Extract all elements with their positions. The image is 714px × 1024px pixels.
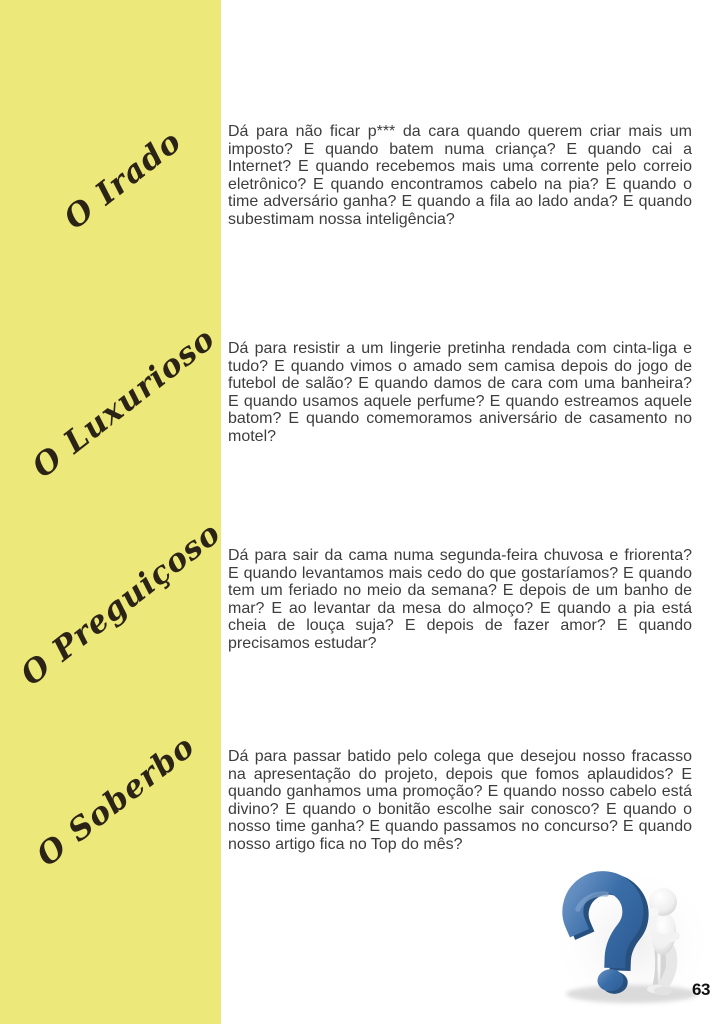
page-number: 63 — [692, 980, 710, 999]
sidebar-label-irado: O Irado — [57, 123, 189, 237]
paragraph-luxurioso: Dá para resistir a um lingerie pretinha rendada com cinta-liga e tudo? E quando vimos o amado sem camisa depois do jogo de futebol de salão? E quando damos de cara com uma banheira? E quando usamos aquele perfume? E quando estreamos aquele batom? E quando comemoramos aniversário de casamento no motel? — [228, 340, 692, 445]
paragraph-preguicoso: Dá para sair da cama numa segunda-feira chuvosa e friorenta? E quando levantamos mais cedo do que gostaríamos? E quando tem um feriado no meio da semana? E depois de um banho de mar? E ao levantar da mesa do almoço? E quando a pia está cheia de louça suja? E depois de fazer amor? E quando precisamos estudar? — [228, 547, 692, 652]
sidebar-label-soberbo: O Soberbo — [30, 728, 202, 874]
question-mark-figure-svg — [550, 858, 714, 1010]
paragraph-irado: Dá para não ficar p*** da cara quando querem criar mais um imposto? E quando batem numa criança? E quando cai a Internet? E quando recebemos mais uma corrente pelo correio eletrônico? E quando encontramos cabelo na pia? E quando o time adversário ganha? E quando a fila ao lado anda? E quando subestimam nossa inteligência? — [228, 123, 692, 228]
thinking-person-question-mark-icon — [550, 858, 714, 1010]
paragraph-soberbo: Dá para passar batido pelo colega que desejou nosso fracasso na apresentação do projeto, depois que fomos aplaudidos? E quando ganhamos uma promoção? E quando nosso cabelo está divino? E quando o bonitão escolhe sair conosco? E quando o nosso time ganha? E quando passamos no concurso? E quando nosso artigo fica no Top do mês? — [228, 748, 692, 853]
sidebar-label-preguicoso: O Preguiçoso — [14, 515, 228, 693]
sidebar-label-luxurioso: O Luxurioso — [25, 320, 223, 486]
yellow-sidebar — [0, 0, 228, 1024]
